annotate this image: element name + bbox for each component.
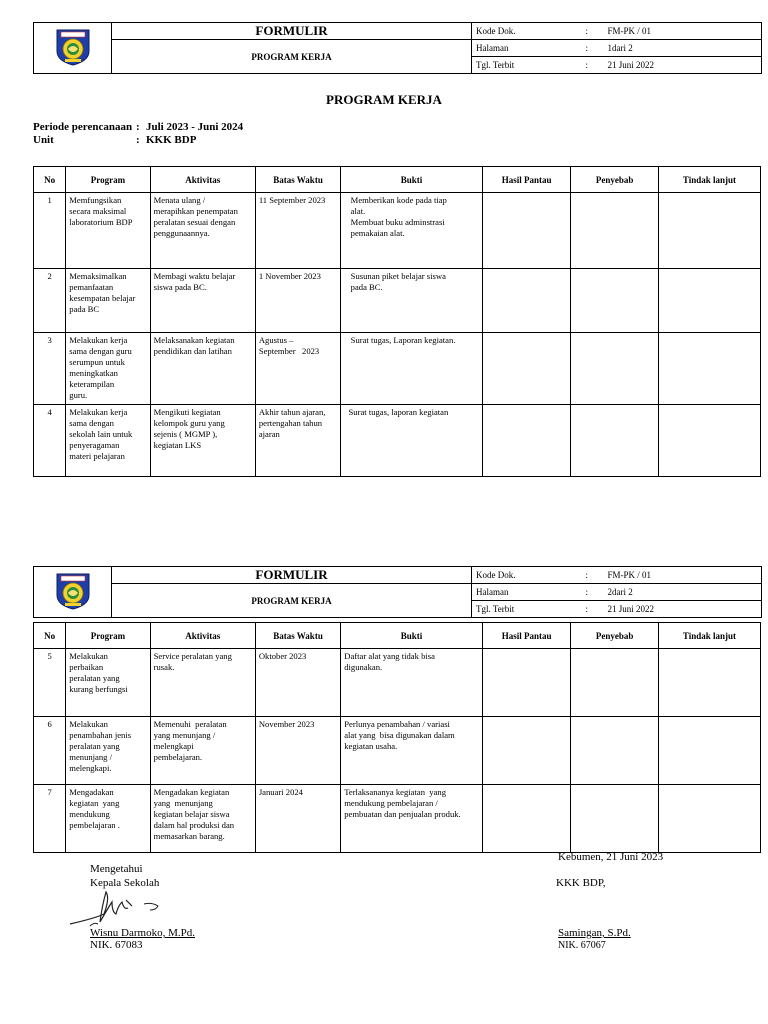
col-header-hasil-pantau: Hasil Pantau	[482, 623, 571, 649]
cell-line: mendukung	[69, 809, 110, 819]
cell-line: Membagi waktu belajar	[153, 271, 236, 281]
cell-line: pembelajaran.	[153, 752, 203, 762]
cell-hasil-pantau	[482, 269, 571, 333]
cell-line: sama dengan	[69, 418, 114, 428]
tgl-terbit-label: Tgl. Terbit	[472, 601, 582, 618]
halaman-label: Halaman	[472, 584, 582, 601]
cell-line: Surat tugas, laporan kegiatan	[344, 407, 449, 417]
table-row	[34, 649, 761, 717]
cell-line: alat yang bisa digunakan dalam	[344, 730, 455, 740]
document-header-1	[33, 22, 762, 74]
cell-line: laboratorium BDP	[69, 217, 133, 227]
school-logo	[34, 567, 112, 618]
col-header-no: No	[34, 623, 66, 649]
cell-line: sama dengan guru	[69, 346, 132, 356]
cell-aktivitas	[150, 193, 255, 269]
cell-aktivitas	[150, 405, 255, 477]
cell-line: merapihkan penempatan	[153, 206, 238, 216]
cell-line: Mengadakan	[69, 787, 114, 797]
cell-line: ajaran	[258, 429, 280, 439]
cell-line: pendidikan dan latihan	[153, 346, 232, 356]
halaman-label: Halaman	[472, 40, 582, 57]
cell-penyebab	[571, 269, 658, 333]
periode-value: Juli 2023 - Juni 2024	[146, 121, 244, 133]
cell-hasil-pantau	[482, 785, 571, 853]
tgl-terbit-value: 21 Juni 2022	[604, 601, 762, 618]
cell-line: secara maksimal	[69, 206, 127, 216]
periode-row	[33, 121, 243, 133]
halaman-sep: :	[582, 40, 604, 57]
cell-line: yang menunjang	[153, 798, 213, 808]
cell-bukti	[341, 649, 483, 717]
tgl-terbit-label: Tgl. Terbit	[472, 57, 582, 74]
unit-label: Unit	[33, 134, 54, 146]
cell-aktivitas	[150, 269, 255, 333]
cell-line: siswa pada BC.	[153, 282, 207, 292]
cell-program	[66, 269, 150, 333]
kode-dok-value: FM-PK / 01	[604, 23, 762, 40]
program-kerja-subtitle: PROGRAM KERJA	[112, 584, 472, 618]
col-header-aktivitas: Aktivitas	[150, 623, 255, 649]
left-signer-nik: NIK. 67083	[90, 939, 143, 951]
cell-hasil-pantau	[482, 405, 571, 477]
cell-no: 4	[34, 405, 66, 477]
cell-line: kesempatan belajar	[69, 293, 136, 303]
cell-line: Melaksanakan kegiatan	[153, 335, 235, 345]
col-header-bukti: Bukti	[341, 167, 483, 193]
cell-penyebab	[571, 193, 658, 269]
cell-tindak-lanjut	[658, 193, 760, 269]
cell-tindak-lanjut	[658, 717, 760, 785]
tgl-terbit-sep: :	[582, 601, 604, 618]
tgl-terbit-value: 21 Juni 2022	[604, 57, 762, 74]
col-header-batas-waktu: Batas Waktu	[255, 623, 340, 649]
cell-aktivitas	[150, 333, 255, 405]
col-header-tindak-lanjut: Tindak lanjut	[658, 623, 760, 649]
cell-line: 11 September 2023	[258, 195, 326, 205]
cell-line: kegiatan usaha.	[344, 741, 398, 751]
cell-line: Akhir tahun ajaran,	[258, 407, 326, 417]
cell-line: Memenuhi peralatan	[153, 719, 227, 729]
program-table-1	[33, 166, 761, 477]
cell-line: kegiatan belajar siswa	[153, 809, 230, 819]
halaman-sep: :	[582, 584, 604, 601]
cell-tindak-lanjut	[658, 269, 760, 333]
unit-sep: :	[136, 134, 140, 146]
cell-line: Melakukan	[69, 651, 108, 661]
cell-line: Mengikuti kegiatan	[153, 407, 221, 417]
cell-line: Melakukan kerja	[69, 335, 128, 345]
cell-line: Surat tugas, Laporan kegiatan.	[344, 335, 456, 345]
cell-line: penggunaannya.	[153, 228, 210, 238]
cell-hasil-pantau	[482, 193, 571, 269]
cell-program	[66, 405, 150, 477]
cell-line: Membuat buku adminstrasi	[344, 217, 445, 227]
cell-program	[66, 649, 150, 717]
col-header-penyebab: Penyebab	[571, 623, 658, 649]
cell-penyebab	[571, 785, 658, 853]
cell-tindak-lanjut	[658, 785, 760, 853]
table-row	[34, 405, 761, 477]
cell-line: Perlunya penambahan / variasi	[344, 719, 450, 729]
program-kerja-subtitle: PROGRAM KERJA	[112, 40, 472, 74]
col-header-bukti: Bukti	[341, 623, 483, 649]
tgl-terbit-sep: :	[582, 57, 604, 74]
cell-line: sejenis ( MGMP ),	[153, 429, 218, 439]
cell-program	[66, 193, 150, 269]
cell-hasil-pantau	[482, 333, 571, 405]
cell-line: melengkapi	[153, 741, 194, 751]
cell-tindak-lanjut	[658, 333, 760, 405]
cell-line: sekolah lain untuk	[69, 429, 133, 439]
cell-line: Susunan piket belajar siswa	[344, 271, 446, 281]
cell-aktivitas	[150, 649, 255, 717]
formulir-title: FORMULIR	[112, 23, 472, 40]
cell-no: 6	[34, 717, 66, 785]
cell-line: keterampilan	[69, 379, 115, 389]
col-header-aktivitas: Aktivitas	[150, 167, 255, 193]
right-signer-name: Samingan, S.Pd.	[558, 927, 631, 939]
table-row	[34, 269, 761, 333]
left-signer-name: Wisnu Darmoko, M.Pd.	[90, 927, 195, 939]
col-header-no: No	[34, 167, 66, 193]
cell-line: Memberikan kode pada tiap	[344, 195, 447, 205]
cell-batas-waktu	[255, 269, 340, 333]
cell-line: Januari 2024	[258, 787, 303, 797]
unit-row	[33, 134, 196, 146]
cell-line: Memaksimalkan	[69, 271, 127, 281]
cell-line: kegiatan yang	[69, 798, 120, 808]
cell-no: 7	[34, 785, 66, 853]
cell-batas-waktu	[255, 193, 340, 269]
cell-line: meningkatkan	[69, 368, 118, 378]
cell-line: memasarkan barang.	[153, 831, 225, 841]
table-row	[34, 193, 761, 269]
cell-line: Oktober 2023	[258, 651, 307, 661]
cell-line: melengkapi.	[69, 763, 112, 773]
cell-line: kelompok guru yang	[153, 418, 225, 428]
cell-line: Menata ulang /	[153, 195, 206, 205]
halaman-value: 2dari 2	[604, 584, 762, 601]
cell-line: Melakukan	[69, 719, 108, 729]
col-header-penyebab: Penyebab	[571, 167, 658, 193]
cell-line: peralatan sesuai dengan	[153, 217, 236, 227]
cell-aktivitas	[150, 717, 255, 785]
cell-bukti	[341, 193, 483, 269]
cell-aktivitas	[150, 785, 255, 853]
cell-line: rusak.	[153, 662, 175, 672]
cell-line: Mengadakan kegiatan	[153, 787, 230, 797]
cell-line: peralatan yang	[69, 673, 120, 683]
cell-batas-waktu	[255, 717, 340, 785]
cell-line: pemakaian alat.	[344, 228, 405, 238]
place-date: Kebumen, 21 Juni 2023	[558, 851, 664, 863]
cell-line: Service peralatan yang	[153, 651, 232, 661]
cell-bukti	[341, 785, 483, 853]
cell-bukti	[341, 269, 483, 333]
cell-line: kurang berfungsi	[69, 684, 128, 694]
cell-no: 5	[34, 649, 66, 717]
cell-line: dalam hal produksi dan	[153, 820, 235, 830]
cell-batas-waktu	[255, 405, 340, 477]
col-header-tindak-lanjut: Tindak lanjut	[658, 167, 760, 193]
page-title: PROGRAM KERJA	[326, 92, 442, 107]
cell-no: 1	[34, 193, 66, 269]
cell-line: penyeragaman	[69, 440, 120, 450]
school-logo	[34, 23, 112, 74]
right-sign-org: KKK BDP,	[556, 877, 606, 889]
formulir-title: FORMULIR	[112, 567, 472, 584]
cell-line: November 2023	[258, 719, 315, 729]
cell-line: Daftar alat yang tidak bisa	[344, 651, 435, 661]
table-row	[34, 717, 761, 785]
cell-line: guru.	[69, 390, 88, 400]
col-header-program: Program	[66, 623, 150, 649]
cell-penyebab	[571, 649, 658, 717]
cell-line: Melakukan kerja	[69, 407, 128, 417]
table-row	[34, 785, 761, 853]
kode-dok-label: Kode Dok.	[472, 23, 582, 40]
cell-line: pada BC.	[344, 282, 383, 292]
cell-line: penambahan jenis	[69, 730, 132, 740]
program-table-2	[33, 622, 761, 853]
cell-penyebab	[571, 405, 658, 477]
cell-program	[66, 785, 150, 853]
col-header-program: Program	[66, 167, 150, 193]
cell-bukti	[341, 405, 483, 477]
kode-dok-sep: :	[582, 23, 604, 40]
cell-program	[66, 717, 150, 785]
cell-batas-waktu	[255, 649, 340, 717]
cell-batas-waktu	[255, 785, 340, 853]
cell-no: 2	[34, 269, 66, 333]
cell-batas-waktu	[255, 333, 340, 405]
cell-line: mendukung pembelajaran /	[344, 798, 438, 808]
cell-line: kegiatan LKS	[153, 440, 202, 450]
cell-line: menunjang /	[69, 752, 113, 762]
cell-hasil-pantau	[482, 717, 571, 785]
left-sign-line1: Mengetahui	[90, 863, 143, 875]
kode-dok-value: FM-PK / 01	[604, 567, 762, 584]
cell-line: peralatan yang	[69, 741, 120, 751]
cell-line: pembuatan dan penjualan produk.	[344, 809, 461, 819]
handwritten-signature	[66, 888, 176, 932]
cell-line: serumpun untuk	[69, 357, 125, 367]
cell-line: materi pelajaran	[69, 451, 125, 461]
col-header-hasil-pantau: Hasil Pantau	[482, 167, 571, 193]
cell-hasil-pantau	[482, 649, 571, 717]
cell-line: pembelajaran .	[69, 820, 120, 830]
cell-line: alat.	[344, 206, 366, 216]
halaman-value: 1dari 2	[604, 40, 762, 57]
cell-line: Agustus –	[258, 335, 294, 345]
cell-no: 3	[34, 333, 66, 405]
cell-line: Memfungsikan	[69, 195, 122, 205]
cell-line: Terlaksananya kegiatan yang	[344, 787, 446, 797]
kode-dok-sep: :	[582, 567, 604, 584]
right-signer-nik: NIK. 67067	[558, 940, 606, 951]
col-header-batas-waktu: Batas Waktu	[255, 167, 340, 193]
kode-dok-label: Kode Dok.	[472, 567, 582, 584]
periode-sep: :	[136, 121, 140, 133]
cell-bukti	[341, 717, 483, 785]
table-row	[34, 333, 761, 405]
cell-penyebab	[571, 717, 658, 785]
document-header-2	[33, 566, 762, 618]
cell-line: yang menunjang /	[153, 730, 216, 740]
cell-line: 1 November 2023	[258, 271, 321, 281]
cell-tindak-lanjut	[658, 649, 760, 717]
cell-line: digunakan.	[344, 662, 383, 672]
cell-line: pada BC	[69, 304, 100, 314]
cell-program	[66, 333, 150, 405]
cell-bukti	[341, 333, 483, 405]
cell-line: pertengahan tahun	[258, 418, 323, 428]
left-sign-line2: Kepala Sekolah	[90, 877, 160, 889]
cell-penyebab	[571, 333, 658, 405]
cell-line: September 2023	[258, 346, 320, 356]
cell-line: perbaikan	[69, 662, 104, 672]
cell-line: pemanfaatan	[69, 282, 114, 292]
cell-tindak-lanjut	[658, 405, 760, 477]
periode-label: Periode perencanaan	[33, 121, 133, 133]
unit-value: KKK BDP	[146, 134, 197, 146]
